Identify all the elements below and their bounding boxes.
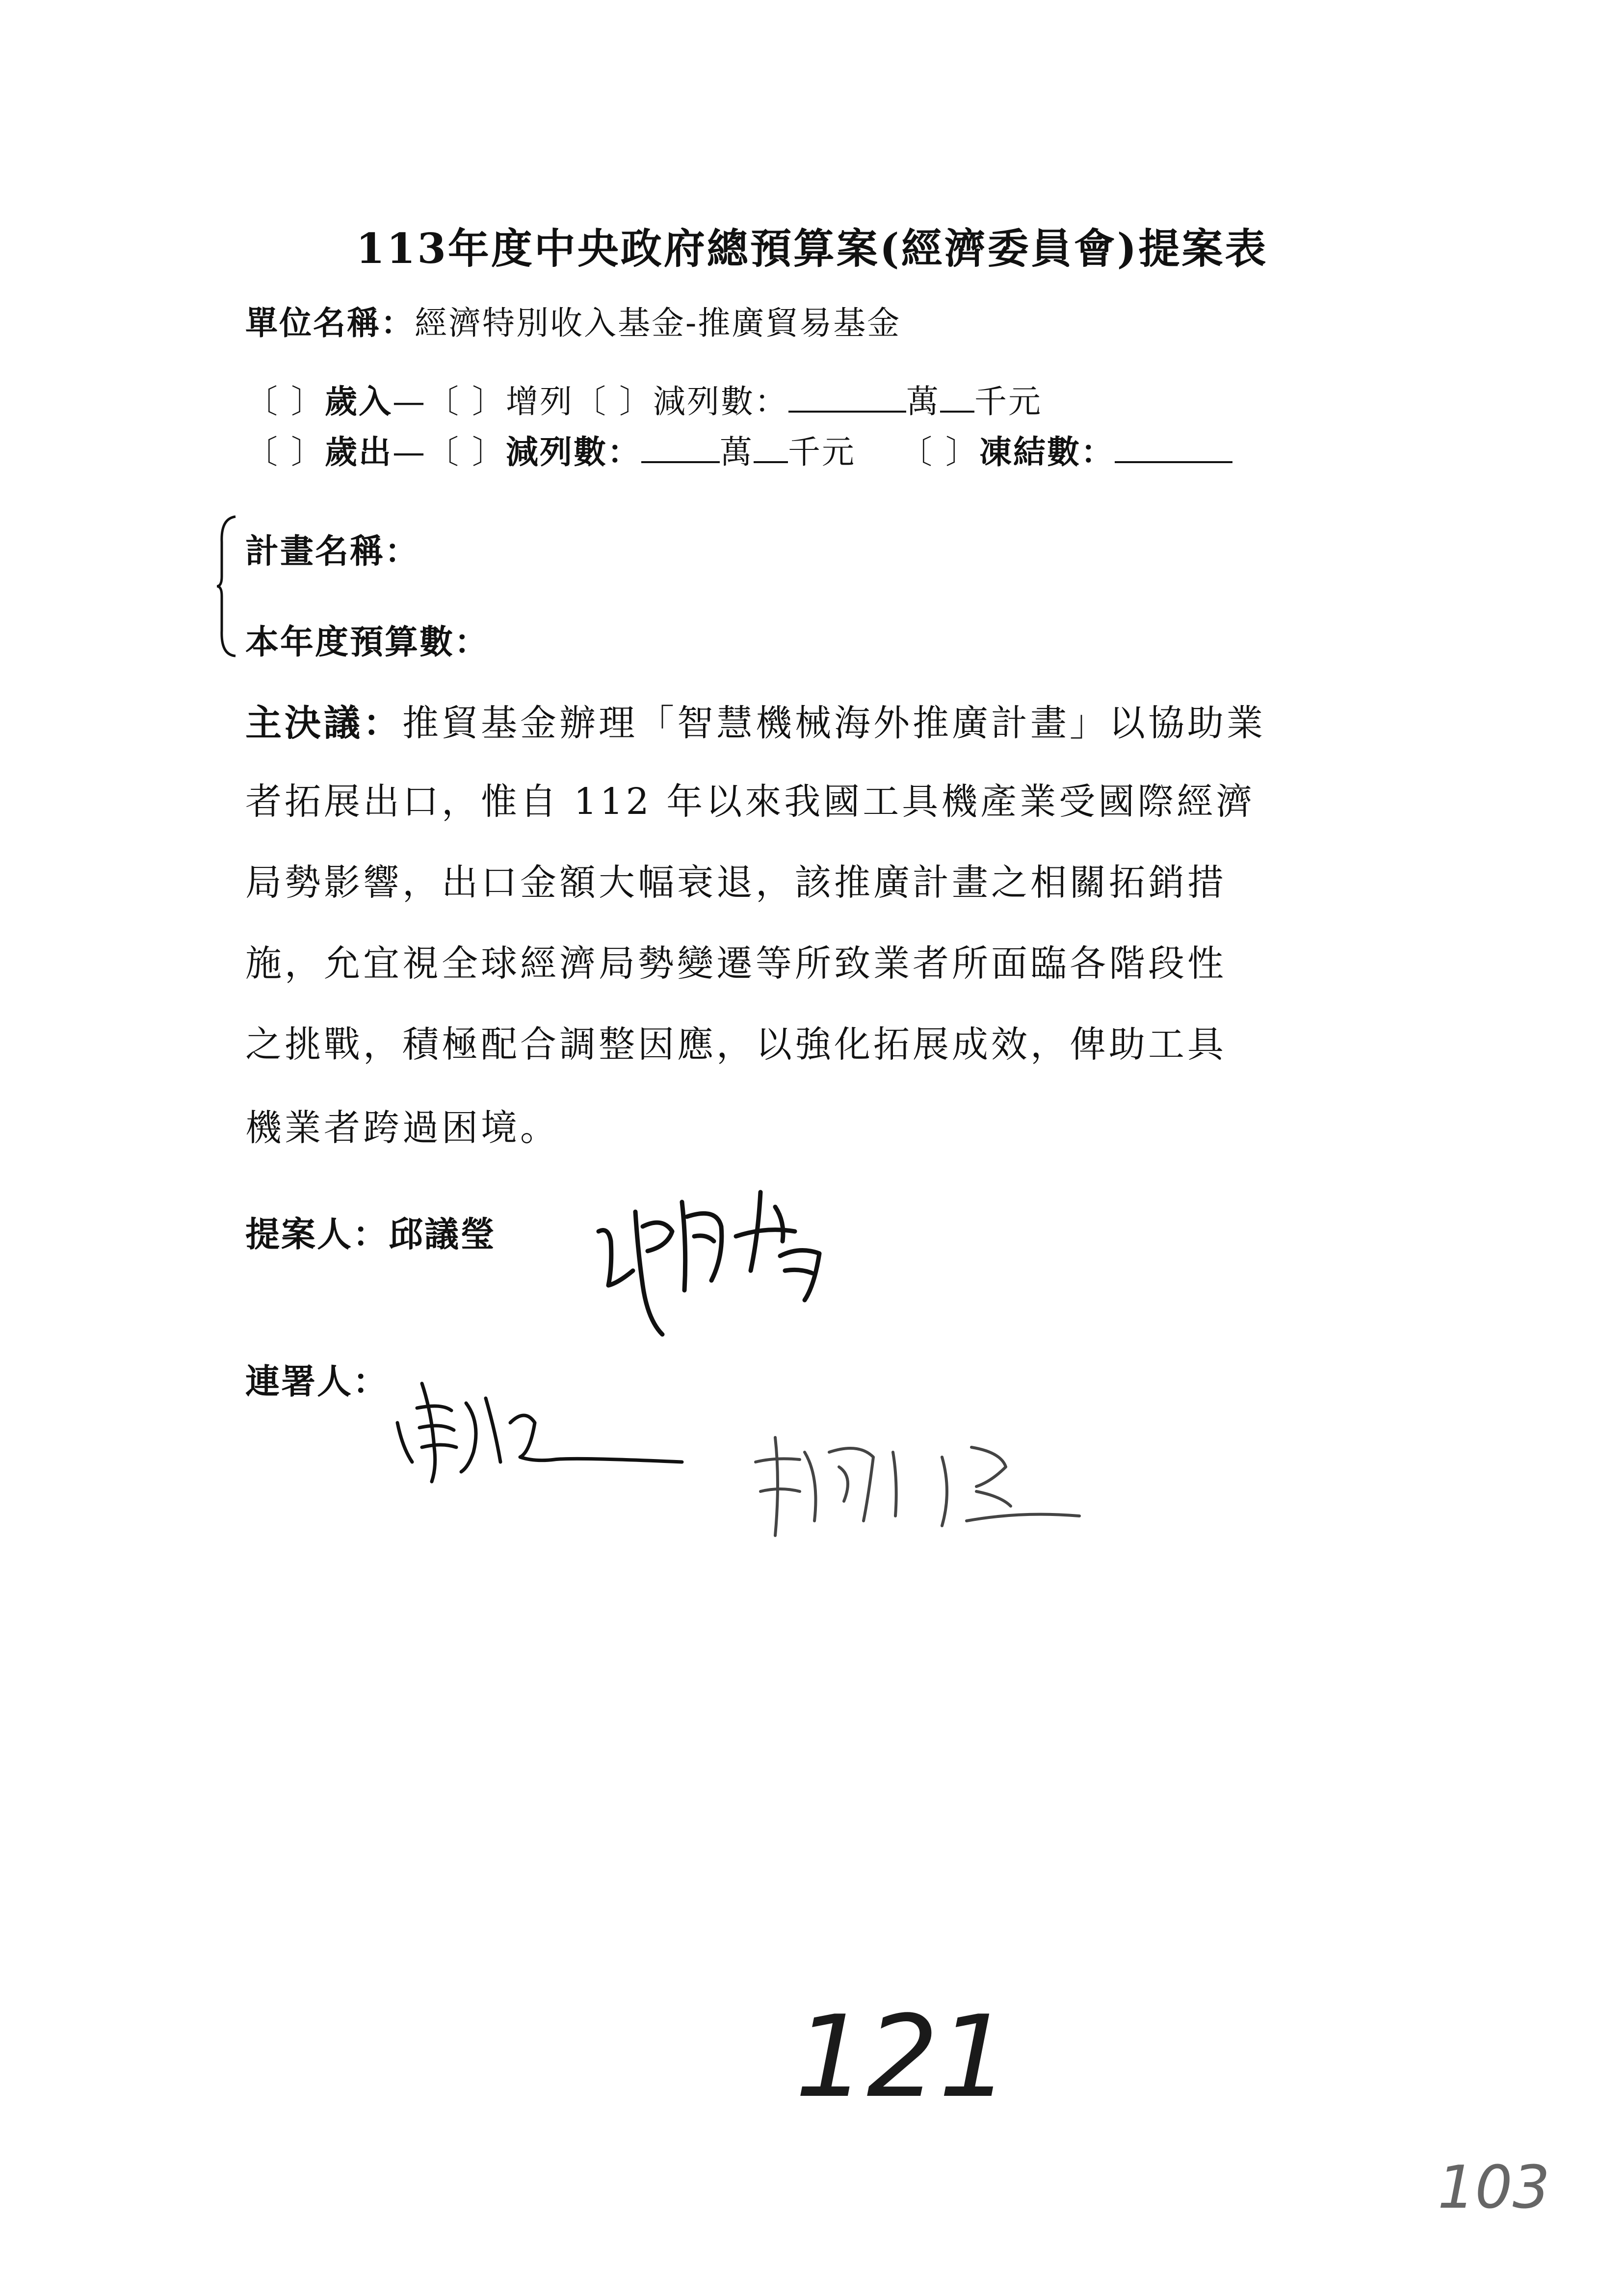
revenue-row: 〔 〕歲入—〔 〕增列〔 〕減列數： 萬 千元: [245, 382, 1042, 420]
unit-row: 單位名稱：經濟特別收入基金-推廣貿易基金: [245, 304, 901, 342]
resolution-line-2: 者拓展出口，惟自 112 年以來我國工具機產業受國際經濟: [245, 781, 1256, 823]
resolution-line-5: 之挑戰，積極配合調整因應，以強化拓展成效，俾助工具: [245, 1023, 1227, 1066]
expense-qian-blank[interactable]: [754, 432, 788, 463]
resolution-line-6: 機業者跨過困境。: [245, 1107, 559, 1149]
form-title: 113年度中央政府總預算案(經濟委員會)提案表: [356, 224, 1268, 273]
budget-label: 本年度預算數：: [245, 623, 490, 662]
expense-decrease-label: 減列數：: [505, 433, 641, 471]
revenue-decrease-label: 減列數：: [653, 383, 788, 420]
freeze-checkbox[interactable]: 〔 〕: [899, 433, 979, 471]
expense-checkbox[interactable]: 〔 〕: [245, 433, 325, 471]
cosigner-label: 連署人：: [245, 1361, 389, 1402]
unit-value: 經濟特別收入基金-推廣貿易基金: [415, 304, 901, 342]
expense-decrease-checkbox[interactable]: 〔 〕: [426, 433, 506, 471]
proposer-row: [245, 1207, 496, 1256]
cosigner-signature-1: [388, 1364, 692, 1491]
plan-name-label: 計畫名稱：: [245, 532, 420, 571]
proposer-signature: [589, 1173, 844, 1349]
resolution-label: 主決議：: [245, 702, 402, 744]
revenue-checkbox[interactable]: 〔 〕: [245, 383, 325, 420]
increase-label: 增列: [505, 383, 574, 420]
unit-label: 單位名稱: [245, 304, 381, 342]
expense-label: 歲出: [324, 433, 393, 471]
revenue-label: 歲入: [324, 382, 393, 420]
cosigner-signature-2: [746, 1423, 1089, 1550]
increase-checkbox[interactable]: 〔 〕: [426, 383, 506, 420]
brace-mark: [216, 513, 245, 660]
resolution-line-1: 主決議：推貿基金辦理「智慧機械海外推廣計畫」以協助業: [245, 702, 1266, 744]
revenue-qian-blank[interactable]: [940, 381, 974, 413]
handwritten-page-number: 103: [1438, 2154, 1550, 2222]
revenue-wan-blank[interactable]: [788, 381, 906, 413]
handwritten-number: 121: [795, 1992, 1010, 2123]
freeze-blank[interactable]: [1115, 432, 1232, 463]
decrease-checkbox[interactable]: 〔 〕: [573, 383, 653, 420]
resolution-line-3: 局勢影響，出口金額大幅衰退，該推廣計畫之相關拓銷措: [245, 861, 1227, 904]
expense-wan-blank[interactable]: [641, 432, 720, 463]
resolution-line-4: 施，允宜視全球經濟局勢變遷等所致業者所面臨各階段性: [245, 942, 1227, 985]
freeze-label: 凍結數：: [979, 433, 1115, 471]
proposer-label: 提案人：: [245, 1214, 389, 1254]
proposer-name: 邱議瑩: [389, 1214, 496, 1254]
expense-row: 〔 〕歲出—〔 〕減列數： 萬 千元 〔 〕凍結數：: [245, 426, 1232, 472]
